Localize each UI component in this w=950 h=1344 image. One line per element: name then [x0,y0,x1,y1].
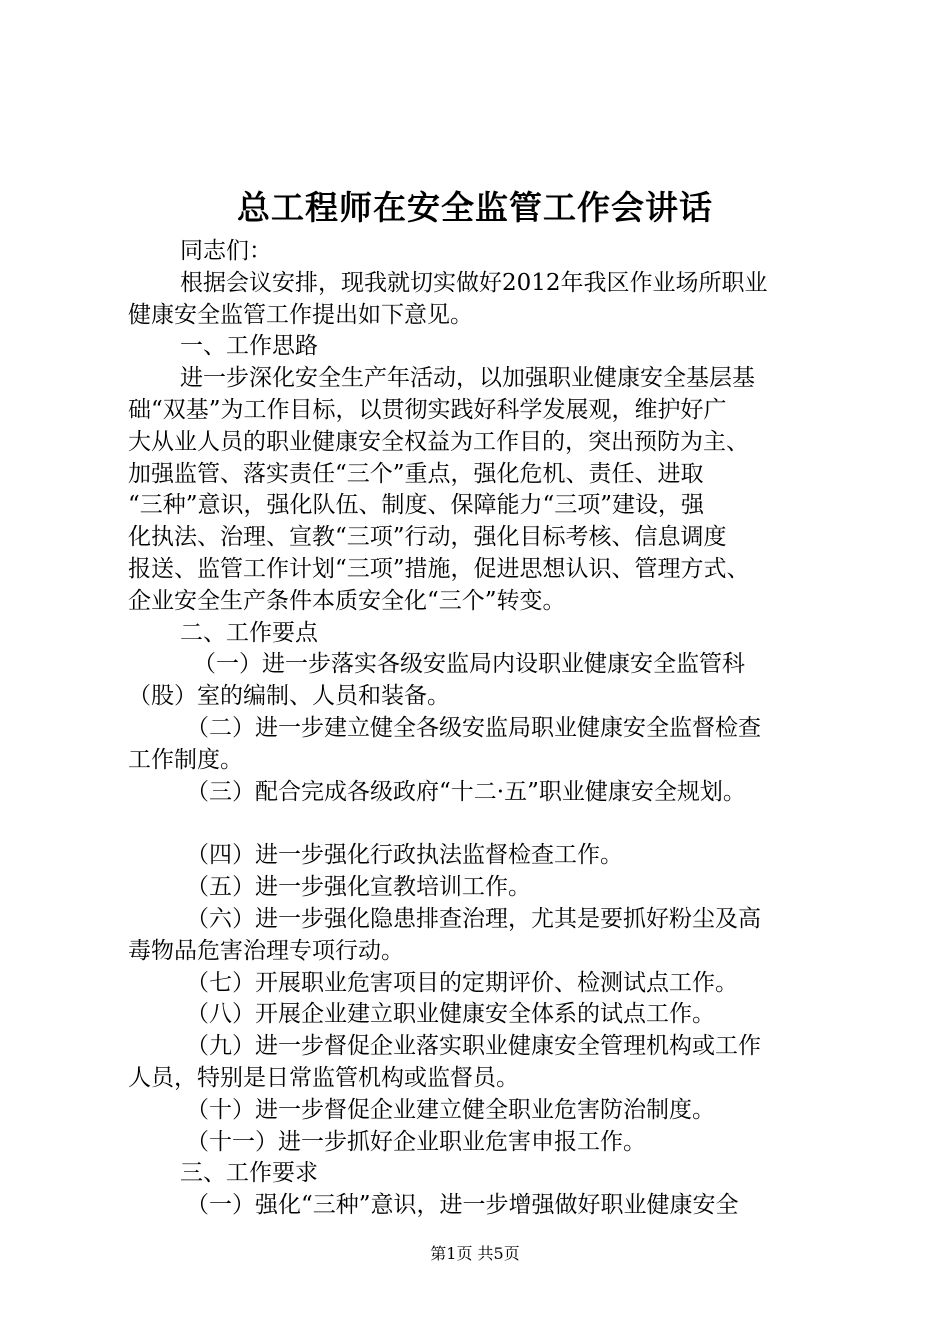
point-9-line-1: （九）进一步督促企业落实职业健康安全管理机构或工作 [186,1033,761,1060]
document-title: 总工程师在安全监管工作会讲话 [237,188,713,227]
section-1-line: 进一步深化安全生产年活动，以加强职业健康安全基层基 [180,365,755,392]
section-2-heading: 二、工作要点 [180,619,318,646]
point-5: （五）进一步强化宣教培训工作。 [186,874,531,901]
point-6-line-1: （六）进一步强化隐患排查治理，尤其是要抓好粉尘及高 [186,905,761,932]
point-6-line-2: 毒物品危害治理专项行动。 [128,937,404,964]
section-1-line: 加强监管、落实责任“三个”重点，强化危机、责任、进取 [128,460,704,487]
paragraph-gap [128,808,840,840]
section-1-line: 报送、监管工作计划“三项”措施，促进思想认识、管理方式、 [128,555,750,582]
greeting: 同志们： [180,238,272,264]
point-1-line-2: （股）室的编制、人员和装备。 [128,683,450,710]
intro-line-2: 健康安全监管工作提出如下意见。 [128,301,473,328]
point-7: （七）开展职业危害项目的定期评价、检测试点工作。 [186,969,738,996]
section-3-heading: 三、工作要求 [180,1160,318,1187]
section-1-line: 企业安全生产条件本质安全化“三个”转变。 [128,587,566,614]
point-1-line-1: （一）进一步落实各级安监局内设职业健康安全监管科 [193,651,745,678]
point-2-line-1: （二）进一步建立健全各级安监局职业健康安全监督检查 [186,714,761,741]
point-4: （四）进一步强化行政执法监督检查工作。 [186,842,623,869]
section-1-heading: 一、工作思路 [180,333,318,360]
point-10: （十）进一步督促企业建立健全职业危害防治制度。 [186,1096,715,1123]
intro-line-1: 根据会议安排，现我就切实做好2012年我区作业场所职业 [180,269,768,296]
point-9-line-2: 人员，特别是日常监管机构或监督员。 [128,1064,519,1091]
section-1-line: 化执法、治理、宣教“三项”行动，强化目标考核、信息调度 [128,524,727,551]
document-body [128,236,840,1222]
section-1-line: “三种”意识，强化队伍、制度、保障能力“三项”建设，强 [128,492,705,519]
point-11: （十一）进一步抓好企业职业危害申报工作。 [186,1128,646,1155]
point-8: （八）开展企业建立职业健康安全体系的试点工作。 [186,1001,715,1028]
page-footer: 第1页 共5页 [430,1244,520,1263]
requirement-1-line-1: （一）强化“三种”意识，进一步增强做好职业健康安全 [186,1192,739,1219]
section-1-line: 础“双基”为工作目标，以贯彻实践好科学发展观，维护好广 [128,396,727,423]
section-1-line: 大从业人员的职业健康安全权益为工作目的，突出预防为主、 [128,428,749,455]
point-3: （三）配合完成各级政府“十二·五”职业健康安全规划。 [186,778,746,805]
point-2-line-2: 工作制度。 [128,746,243,773]
